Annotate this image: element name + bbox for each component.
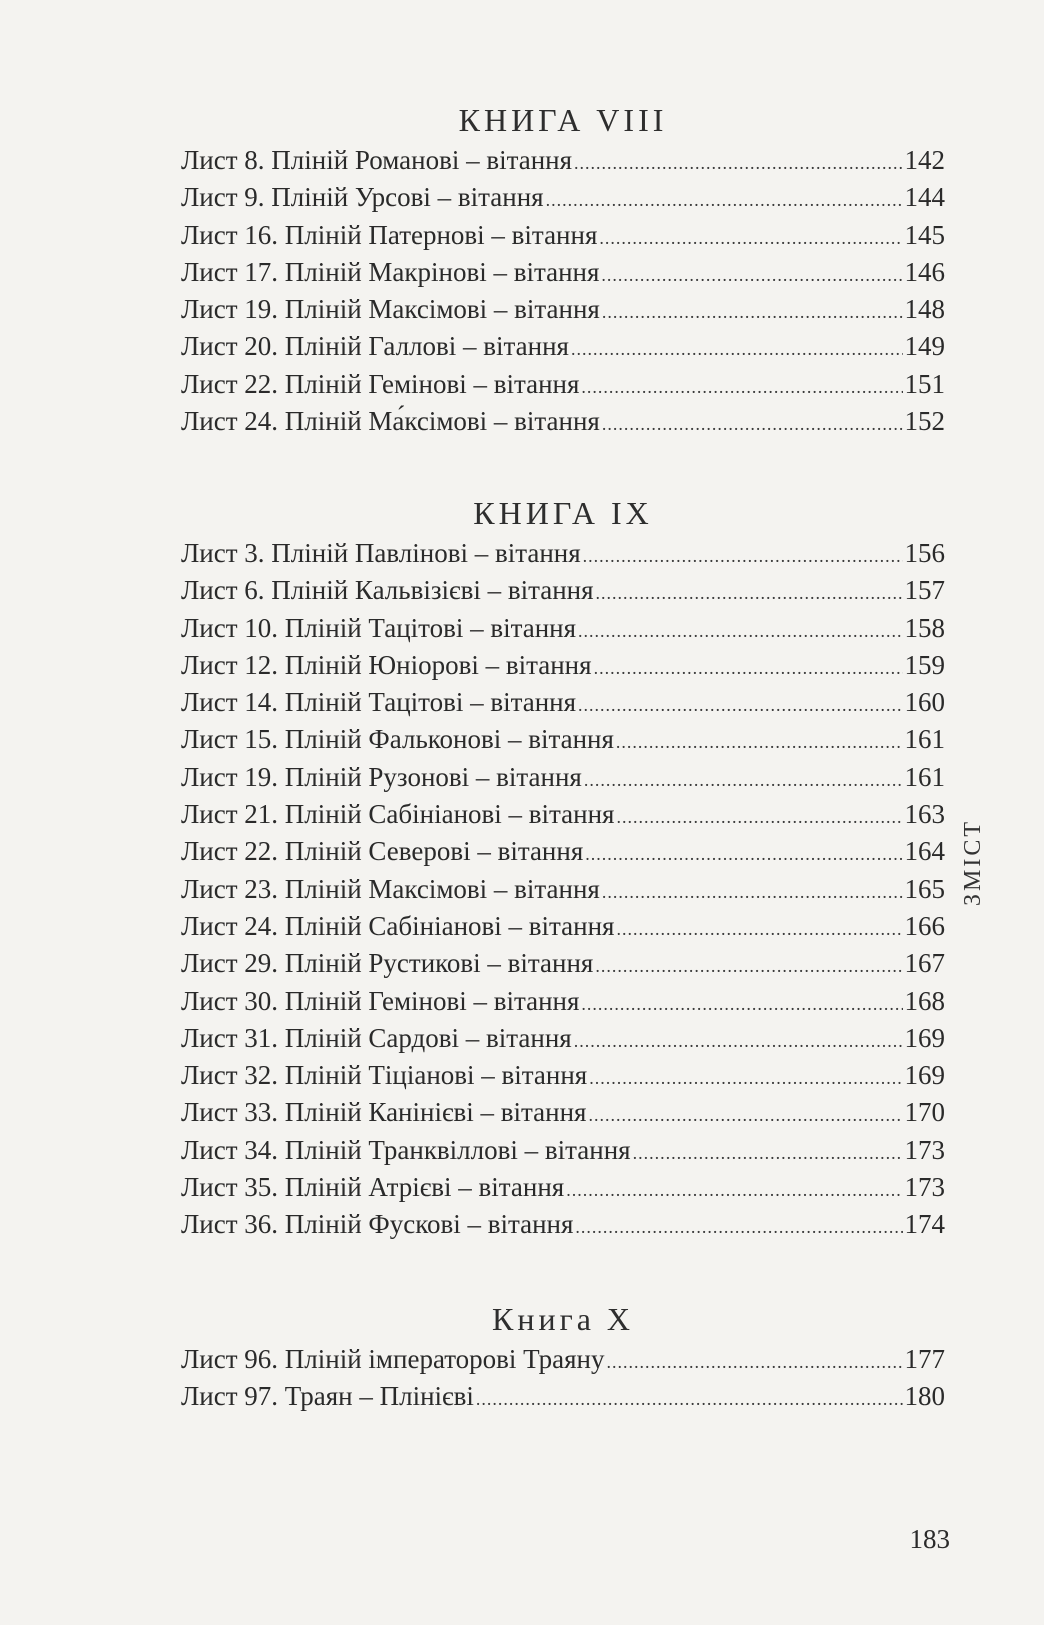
toc-entry-page-number: 160 [904,687,945,718]
dot-leader [575,1209,902,1246]
toc-entry [181,833,945,870]
toc-entry-title: Лист 24. Пліній Сабініанові – вітання [181,910,615,941]
toc-entry-page-number: 157 [904,575,945,606]
toc-entry [181,759,945,796]
toc-entry-page-number: 151 [904,368,945,399]
toc-entry-title: Лист 24. Пліній Ма́ксімові – вітання [181,406,600,437]
toc-entry-page-number: 173 [904,1134,945,1165]
toc-entry-title: Лист 17. Пліній Макрінові – вітання [181,256,600,287]
dot-leader [571,331,903,368]
section-title: КНИГА IX [473,495,653,531]
toc-entry [181,403,945,440]
toc-entry [181,328,945,365]
section-title: Книга X [491,1301,635,1337]
toc-entry-title: Лист 97. Траян – Плінієві [181,1381,474,1412]
toc-entry-page-number: 146 [904,256,945,287]
toc-entry [181,1206,945,1243]
dot-leader [602,294,903,331]
dot-leader [596,575,903,612]
toc-entry-title: Лист 15. Пліній Фальконові – вітання [181,724,614,755]
dot-leader [633,1135,903,1172]
toc-section-book-9 [181,495,945,1244]
toc-entry-title: Лист 20. Пліній Галлові – вітання [181,331,569,362]
dot-leader [566,1172,902,1209]
toc-entry-page-number: 169 [904,1060,945,1091]
toc-entry-page-number: 166 [904,910,945,941]
toc-entry [181,535,945,572]
toc-entry-page-number: 149 [904,331,945,362]
toc-entry [181,142,945,179]
toc-entry-title: Лист 31. Пліній Сардові – вітання [181,1022,572,1053]
toc-entry-title: Лист 29. Пліній Рустикові – вітання [181,948,594,979]
dot-leader [602,874,903,911]
page-number: 183 [909,1524,950,1554]
toc-entry-page-number: 165 [904,873,945,904]
dot-leader [578,613,902,650]
toc-entry [181,647,945,684]
toc-entry [181,684,945,721]
toc-entry-title: Лист 96. Пліній імператорові Траяну [181,1344,605,1374]
dot-leader [601,257,902,294]
toc-entry-title: Лист 34. Пліній Транквіллові – вітання [181,1134,631,1165]
toc-entry [181,1132,945,1169]
toc-entry-title: Лист 16. Пліній Патернові – вітання [181,219,598,250]
toc-entry-page-number: 180 [904,1381,945,1412]
dot-leader [574,1023,903,1060]
dot-leader [584,762,903,799]
dot-leader [606,1344,902,1381]
toc-section-book-10 [181,1301,945,1416]
toc-entry-page-number: 161 [904,761,945,792]
toc-entry [181,871,945,908]
dot-leader [602,406,903,443]
dot-leader [574,145,902,182]
dot-leader [581,986,902,1023]
toc-entry [181,254,945,291]
toc-entry [181,1341,945,1378]
toc-entry-page-number: 174 [904,1209,945,1240]
dot-leader [585,836,902,873]
dot-leader [589,1060,902,1097]
running-head: ЗМІСТ [960,818,986,906]
toc-entry-title: Лист 36. Пліній Фускові – вітання [181,1209,574,1240]
dot-leader [476,1381,903,1418]
toc-entry-title: Лист 9. Пліній Урсові – вітання [181,182,544,213]
toc-entry [181,908,945,945]
toc-entry [181,1378,945,1415]
toc-entry [181,1020,945,1057]
toc-entry-title: Лист 8. Пліній Романові – вітання [181,145,573,175]
toc-entry [181,983,945,1020]
dot-leader [616,911,902,948]
toc-entry-page-number: 145 [904,219,945,250]
toc-entry-title: Лист 33. Пліній Канінієві – вітання [181,1097,587,1128]
toc-entry-page-number: 173 [904,1172,945,1203]
toc-entry-page-number: 163 [904,799,945,830]
toc-entry-title: Лист 14. Пліній Тацітові – вітання [181,687,577,718]
section-title: КНИГА VIII [458,102,668,138]
toc-entry-title: Лист 30. Пліній Гемінові – вітання [181,985,580,1016]
toc-entry-page-number: 161 [904,724,945,755]
toc-entry [181,721,945,758]
toc-entry [181,179,945,216]
dot-leader [616,724,903,761]
toc-entry-title: Лист 12. Пліній Юніорові – вітання [181,649,592,680]
toc-entry [181,610,945,647]
toc-entry-page-number: 156 [904,538,945,568]
toc-entry [181,1094,945,1131]
toc-entry-page-number: 177 [904,1344,945,1374]
toc-entry-title: Лист 23. Пліній Максімові – вітання [181,873,600,904]
toc-entry [181,796,945,833]
dot-leader [546,182,903,219]
dot-leader [578,687,902,724]
toc-entry [181,291,945,328]
toc-entry-title: Лист 19. Пліній Рузонові – вітання [181,761,582,792]
toc-entry-title: Лист 22. Пліній Гемінові – вітання [181,368,580,399]
dot-leader [588,1097,902,1134]
dot-leader [583,538,903,575]
toc-entry [181,572,945,609]
toc-entry-page-number: 158 [904,612,945,643]
toc-entry [181,217,945,254]
dot-leader [594,650,903,687]
dot-leader [599,220,902,257]
toc-entry-page-number: 144 [904,182,945,213]
toc-entry-title: Лист 22. Пліній Северові – вітання [181,836,584,867]
toc-entry-title: Лист 21. Пліній Сабініанові – вітання [181,799,615,830]
toc-entry-page-number: 167 [904,948,945,979]
toc-entry-title: Лист 32. Пліній Тіціанові – вітання [181,1060,588,1091]
toc-entry-page-number: 148 [904,294,945,325]
toc-entry [181,1169,945,1206]
toc-entry [181,945,945,982]
toc-entry-page-number: 169 [904,1022,945,1053]
toc-entry-page-number: 168 [904,985,945,1016]
toc-entry-title: Лист 35. Пліній Атрієві – вітання [181,1172,565,1203]
toc-entry-page-number: 164 [904,836,945,867]
dot-leader [581,369,902,406]
toc-entry-page-number: 142 [904,145,945,175]
toc-entry-page-number: 170 [904,1097,945,1128]
toc-entry-page-number: 159 [904,649,945,680]
toc-entry [181,366,945,403]
dot-leader [595,948,902,985]
toc-entry [181,1057,945,1094]
toc-entry-title: Лист 10. Пліній Тацітові – вітання [181,612,577,643]
toc-entry-page-number: 152 [904,406,945,437]
toc-entry-title: Лист 6. Пліній Кальвізієві – вітання [181,575,594,606]
toc-entry-title: Лист 3. Пліній Павлінові – вітання [181,538,581,568]
dot-leader [616,799,902,836]
toc-entry-title: Лист 19. Пліній Максімові – вітання [181,294,600,325]
toc-section-book-8 [181,102,945,440]
